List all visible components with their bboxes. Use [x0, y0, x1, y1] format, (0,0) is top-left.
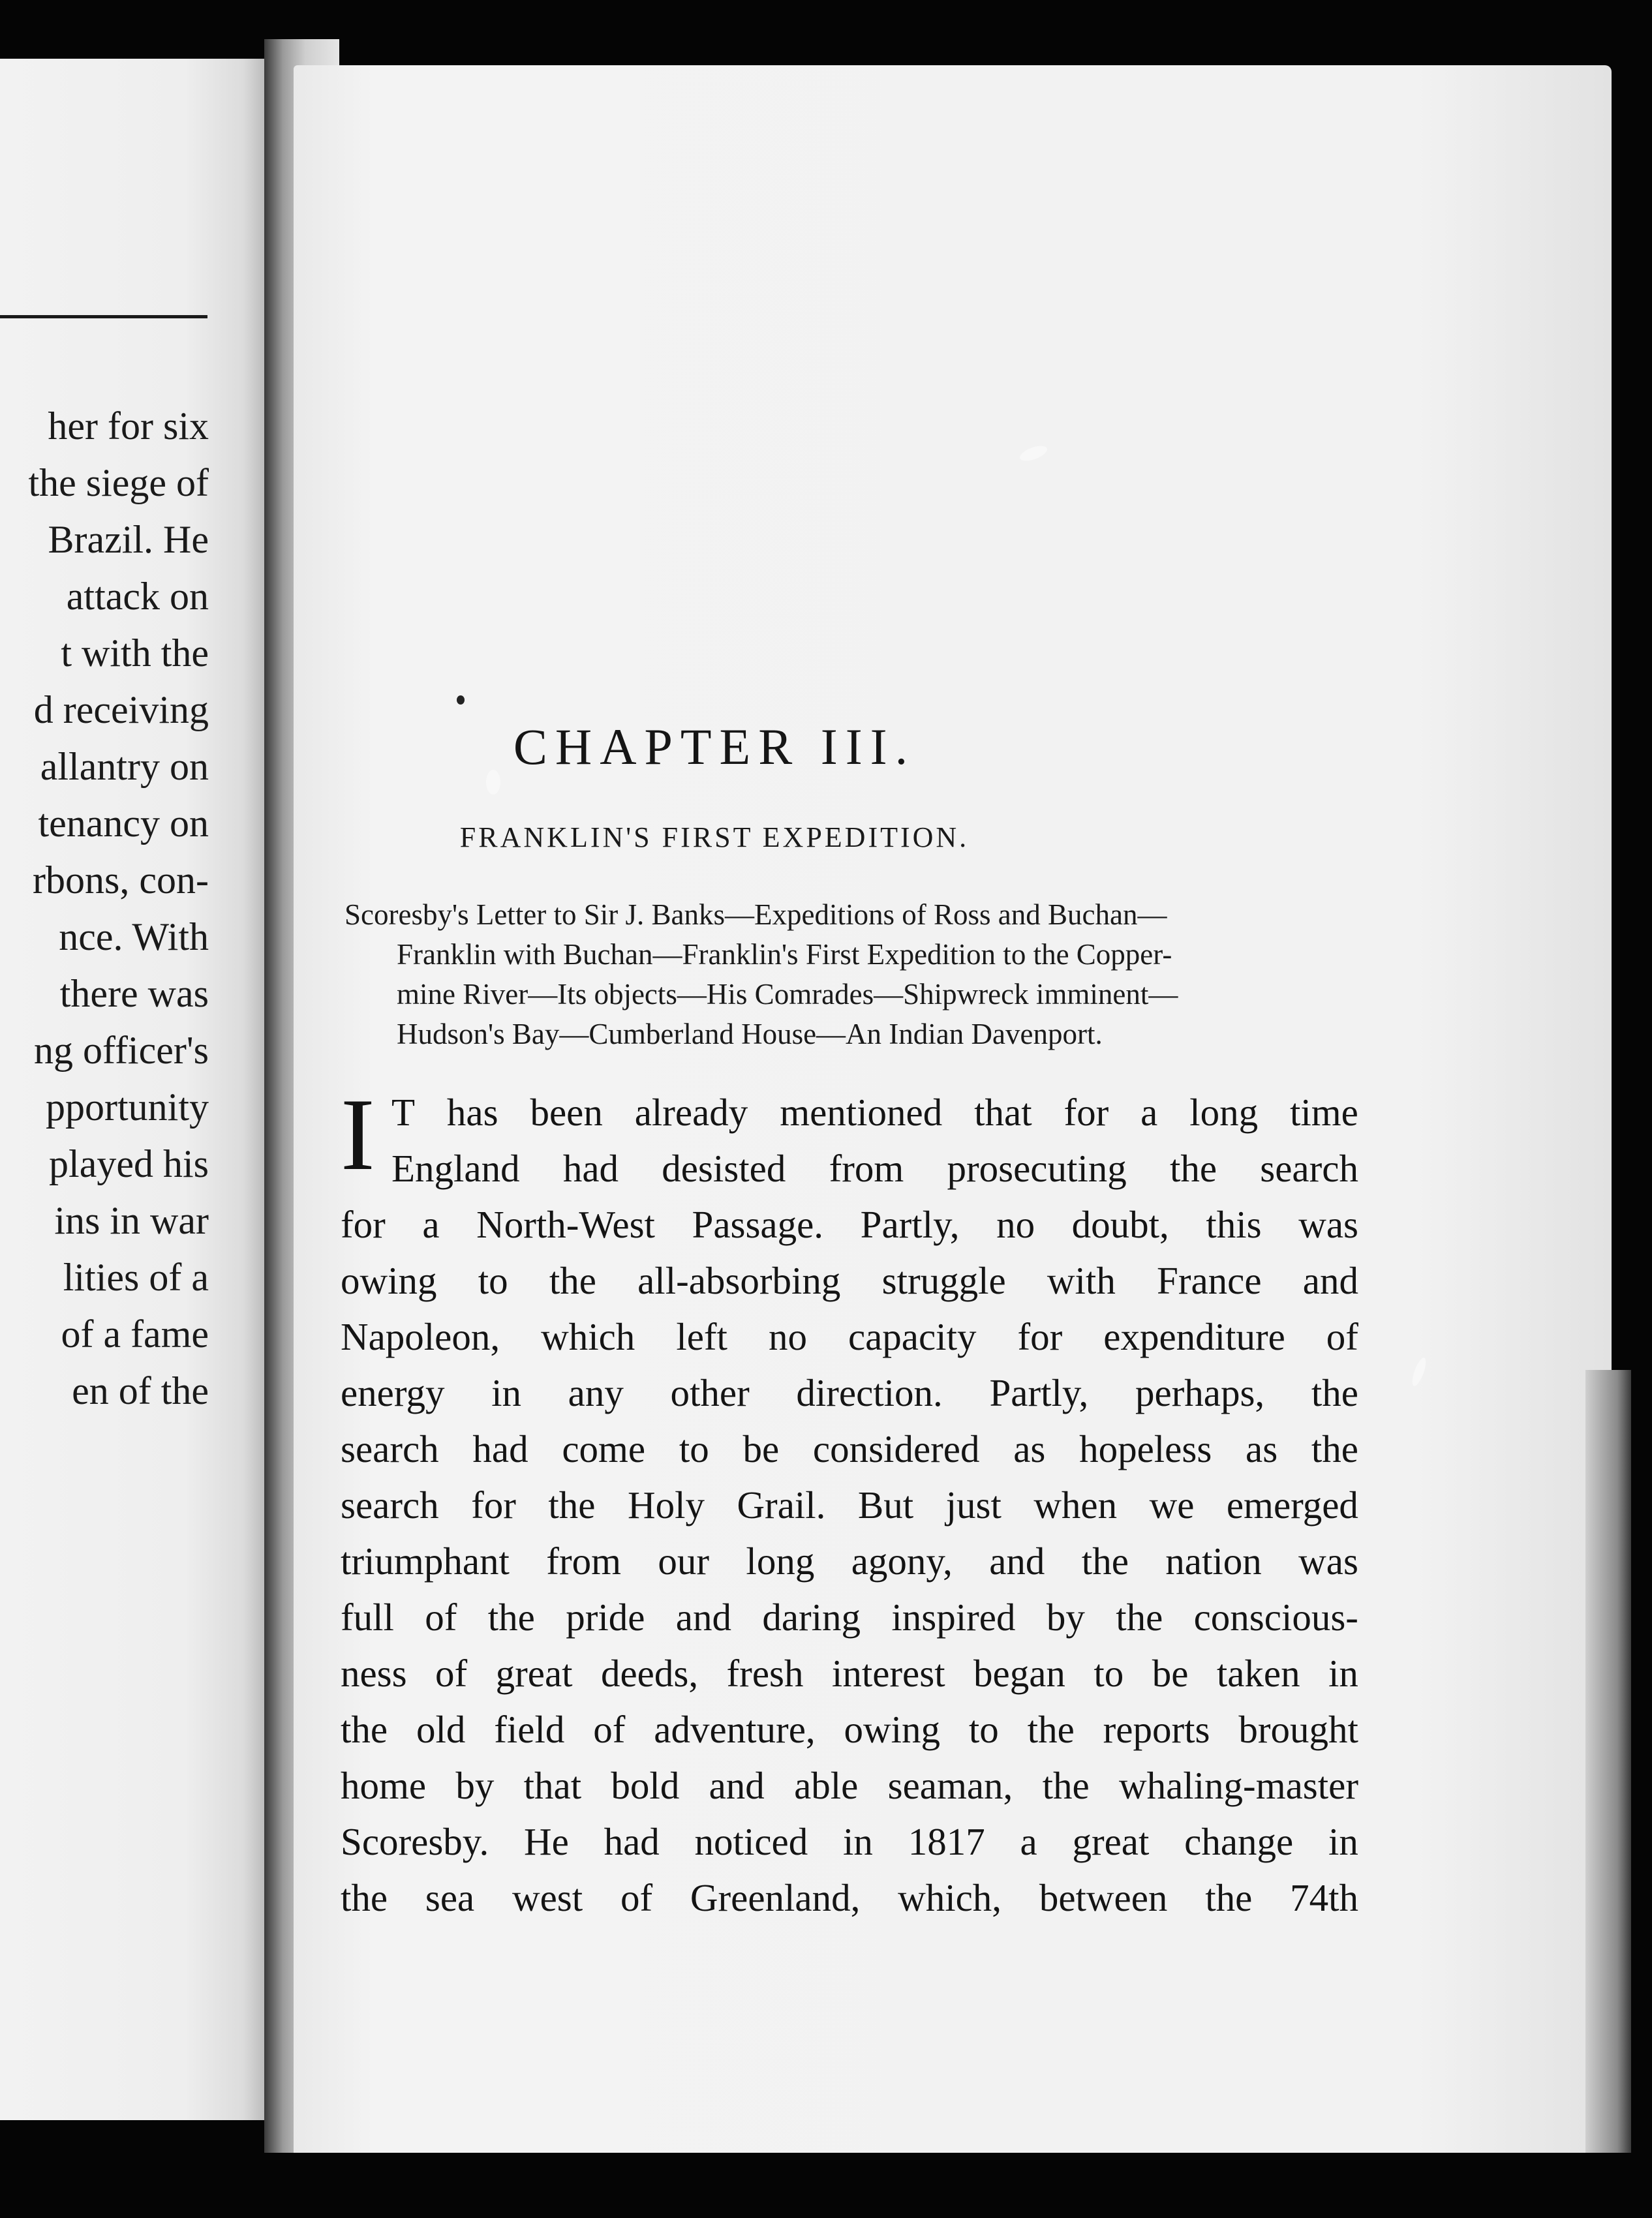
previous-page-line: there was: [59, 972, 209, 1015]
previous-page-line: allantry on: [40, 745, 209, 788]
previous-page-line: rbons, con-: [33, 858, 209, 902]
body-line: full of the pride and daring inspired by the conscious-: [341, 1596, 1358, 1639]
body-line: for a North-West Passage. Partly, no doubt, this was: [341, 1203, 1358, 1246]
chapter-title: CHAPTER III.: [513, 718, 916, 775]
previous-page-line: attack on: [66, 575, 209, 618]
drop-cap-block: [341, 1078, 386, 1192]
drop-cap: I: [341, 1078, 375, 1192]
previous-page-line: tenancy on: [38, 802, 209, 845]
body-line: search had come to be considered as hopeless as the: [341, 1427, 1358, 1470]
previous-page-text: [0, 398, 209, 1420]
header-rule: [0, 315, 207, 318]
previous-page-line: d receiving: [33, 688, 209, 731]
body-line: energy in any other direction. Partly, perhaps, the: [341, 1371, 1358, 1414]
chapter-subtitle: FRANKLIN'S FIRST EXPEDITION.: [459, 821, 970, 853]
previous-page-line: the siege of: [28, 461, 209, 504]
previous-page-line: Brazil. He: [48, 518, 209, 561]
body-line: Napoleon, which left no capacity for expenditure of: [341, 1315, 1358, 1358]
previous-page-line: of a fame: [61, 1313, 209, 1356]
previous-page-line: t with the: [61, 631, 209, 675]
opening-line: T has been already mentioned that for a long time: [391, 1091, 1358, 1134]
previous-page-line: nce. With: [59, 915, 209, 958]
scan-speck: [486, 770, 500, 795]
synopsis-line: Scoresby's Letter to Sir J. Banks—Expeditions of Ross and Buchan—: [344, 898, 1167, 931]
previous-page-line: ins in war: [54, 1199, 209, 1242]
body-line: triumphant from our long agony, and the nation was: [341, 1540, 1358, 1583]
page-edge: [1585, 1370, 1631, 2153]
opening-line: England had desisted from prosecuting the search: [391, 1147, 1358, 1190]
body-line: the old field of adventure, owing to the reports brought: [341, 1708, 1358, 1751]
previous-page-line: ng officer's: [34, 1029, 209, 1072]
previous-page-line: en of the: [72, 1369, 209, 1412]
previous-page-line: lities of a: [63, 1256, 209, 1299]
body-line: owing to the all-absorbing struggle with France and: [341, 1259, 1358, 1302]
body-line: Scoresby. He had noticed in 1817 a great change in: [341, 1820, 1358, 1863]
previous-page-line: pportunity: [46, 1086, 209, 1129]
chapter-synopsis: [344, 895, 1362, 1054]
body-line: search for the Holy Grail. But just when we emerged: [341, 1483, 1358, 1527]
synopsis-line: Franklin with Buchan—Franklin's First Expedition to the Copper-: [397, 938, 1172, 971]
scan-speck: [457, 695, 465, 705]
previous-page-line: played his: [49, 1142, 209, 1185]
body-line: the sea west of Greenland, which, between the 74th: [341, 1876, 1358, 1919]
previous-page-line: her for six: [48, 404, 209, 448]
body-line: ness of great deeds, fresh interest began to be taken in: [341, 1652, 1358, 1695]
synopsis-line: Hudson's Bay—Cumberland House—An Indian Davenport.: [397, 1018, 1103, 1050]
body-paragraph: [341, 1196, 1358, 1926]
previous-page: [0, 59, 264, 2120]
synopsis-line: mine River—Its objects—His Comrades—Shipwreck imminent—: [397, 978, 1178, 1010]
body-line: home by that bold and able seaman, the whaling-master: [341, 1764, 1358, 1807]
opening-lines: [391, 1084, 1358, 1196]
